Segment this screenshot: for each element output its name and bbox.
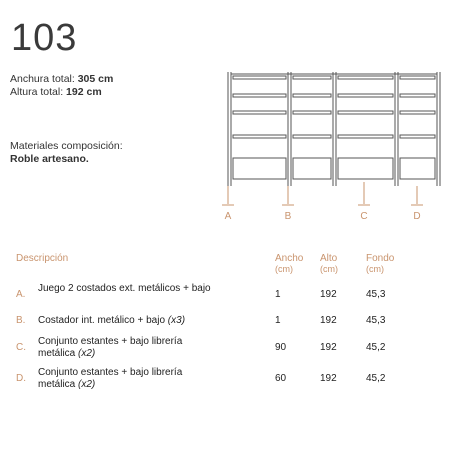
row-description: Juego 2 costados ext. metálicos + bajo [38,283,211,294]
header-height [320,253,338,275]
shelf [338,111,393,114]
base-drawer [233,158,286,179]
row-height: 192 [320,289,337,300]
shelf [293,76,331,79]
header-width [275,253,303,275]
row-letter: B. [16,315,26,326]
row-description: Costador int. metálico + bajo (x3) [38,315,186,326]
marker-d-label: D [413,211,421,222]
row-description: Conjunto estantes + bajo librería metálica (x2) [38,336,183,359]
header-height-unit: (cm) [320,264,338,274]
row-width: 1 [275,289,281,300]
shelf [233,135,286,138]
total-height-value: 192 cm [66,86,102,98]
shelf [338,76,393,79]
shelf [293,111,331,114]
row-depth: 45,2 [366,373,386,384]
shelf [338,94,393,97]
row-depth: 45,3 [366,315,386,326]
row-width: 90 [275,342,287,353]
row-height: 192 [320,315,337,326]
total-width-value: 305 cm [77,73,114,85]
shelf [400,76,435,79]
header-description: Descripción [16,253,69,264]
shelf [233,111,286,114]
marker-a-label: A [224,211,232,222]
header-depth [366,253,394,275]
header-depth-unit: (cm) [366,264,384,274]
shelf [400,111,435,114]
header-width-label: Ancho [275,253,304,264]
shelf [233,94,286,97]
shelf [293,94,331,97]
row-letter: A. [16,289,26,300]
base-drawer [338,158,393,179]
base-drawer [293,158,331,179]
row-letter: D. [16,373,26,384]
row-height: 192 [320,373,337,384]
row-letter: C. [16,342,26,353]
row-depth: 45,3 [366,289,386,300]
row-width: 1 [275,315,281,326]
marker-b-label: B [284,211,292,222]
header-depth-label: Fondo [366,253,395,264]
row-height: 192 [320,342,337,353]
materials-label: Materiales composición: [10,140,123,152]
shelf [293,135,331,138]
total-height-label: Altura total: [10,86,64,98]
shelf [400,94,435,97]
row-description: Conjunto estantes + bajo librería metálica (x2) [38,367,183,390]
shelf [400,135,435,138]
shelf [338,135,393,138]
model-number: 103 [11,17,78,59]
row-width: 60 [275,373,287,384]
materials-value: Roble artesano. [10,153,89,165]
row-depth: 45,2 [366,342,386,353]
total-width-label: Anchura total: [10,73,75,85]
base-drawer [400,158,435,179]
header-width-unit: (cm) [275,264,293,274]
shelf [233,76,286,79]
header-height-label: Alto [320,253,338,264]
marker-c-label: C [360,211,368,222]
